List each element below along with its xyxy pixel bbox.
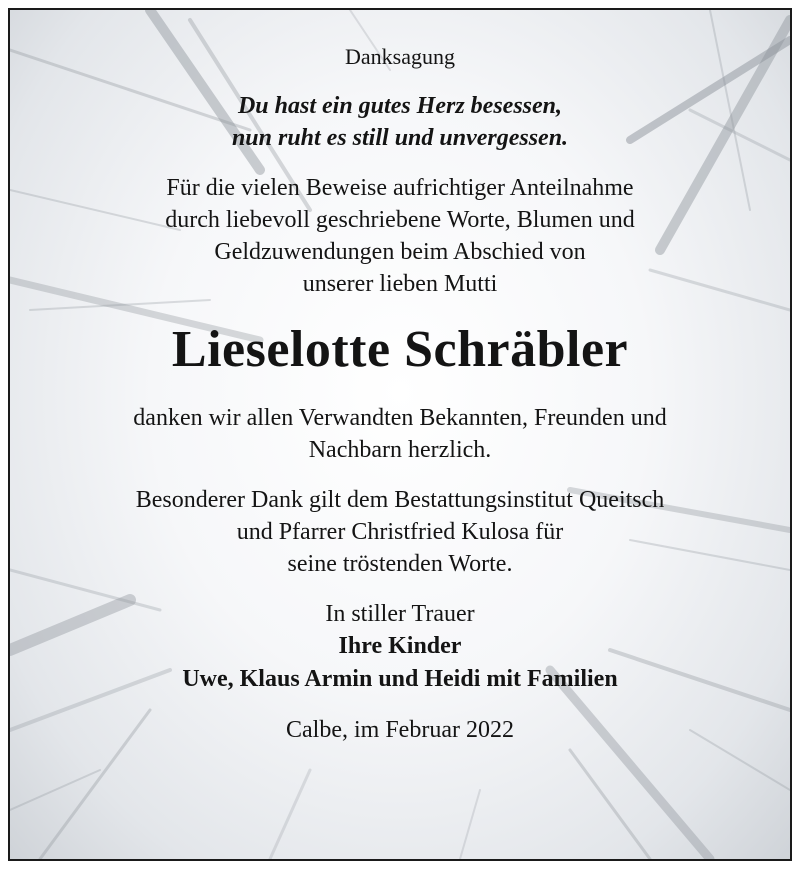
thanks-line: danken wir allen Verwandten Bekannten, Freunden und (133, 405, 667, 431)
special-thanks-paragraph (10, 484, 790, 580)
intro-line: unserer lieben Mutti (302, 271, 498, 297)
heading: Danksagung (345, 44, 455, 69)
special-thanks-line: Besonderer Dank gilt dem Bestattungsinstitut Queitsch (135, 487, 665, 513)
motto-line: Du hast ein gutes Herz besessen, (237, 93, 563, 119)
intro-line: durch liebevoll geschriebene Worte, Blumen und (165, 207, 635, 233)
thanks-line: Nachbarn herzlich. (308, 437, 492, 463)
obituary-text (10, 10, 790, 859)
special-thanks-line: seine tröstenden Worte. (287, 551, 513, 577)
mourning-line: In stiller Trauer (325, 601, 475, 627)
intro-line: Für die vielen Beweise aufrichtiger Anteilnahme (166, 175, 634, 201)
thanks-paragraph (10, 402, 790, 466)
motto-line: nun ruht es still und unvergessen. (231, 125, 569, 151)
special-thanks-line: und Pfarrer Christfried Kulosa für (236, 519, 564, 545)
place-date: Calbe, im Februar 2022 (286, 717, 514, 743)
obituary-card (8, 8, 792, 861)
children-line: Ihre Kinder (338, 633, 462, 659)
intro-line: Geldzuwendungen beim Abschied von (214, 239, 586, 265)
motto-verse (10, 90, 790, 154)
intro-paragraph (10, 172, 790, 300)
deceased-name: Lieselotte Schräbler (171, 321, 629, 378)
family-names: Uwe, Klaus Armin und Heidi mit Familien (182, 666, 618, 692)
